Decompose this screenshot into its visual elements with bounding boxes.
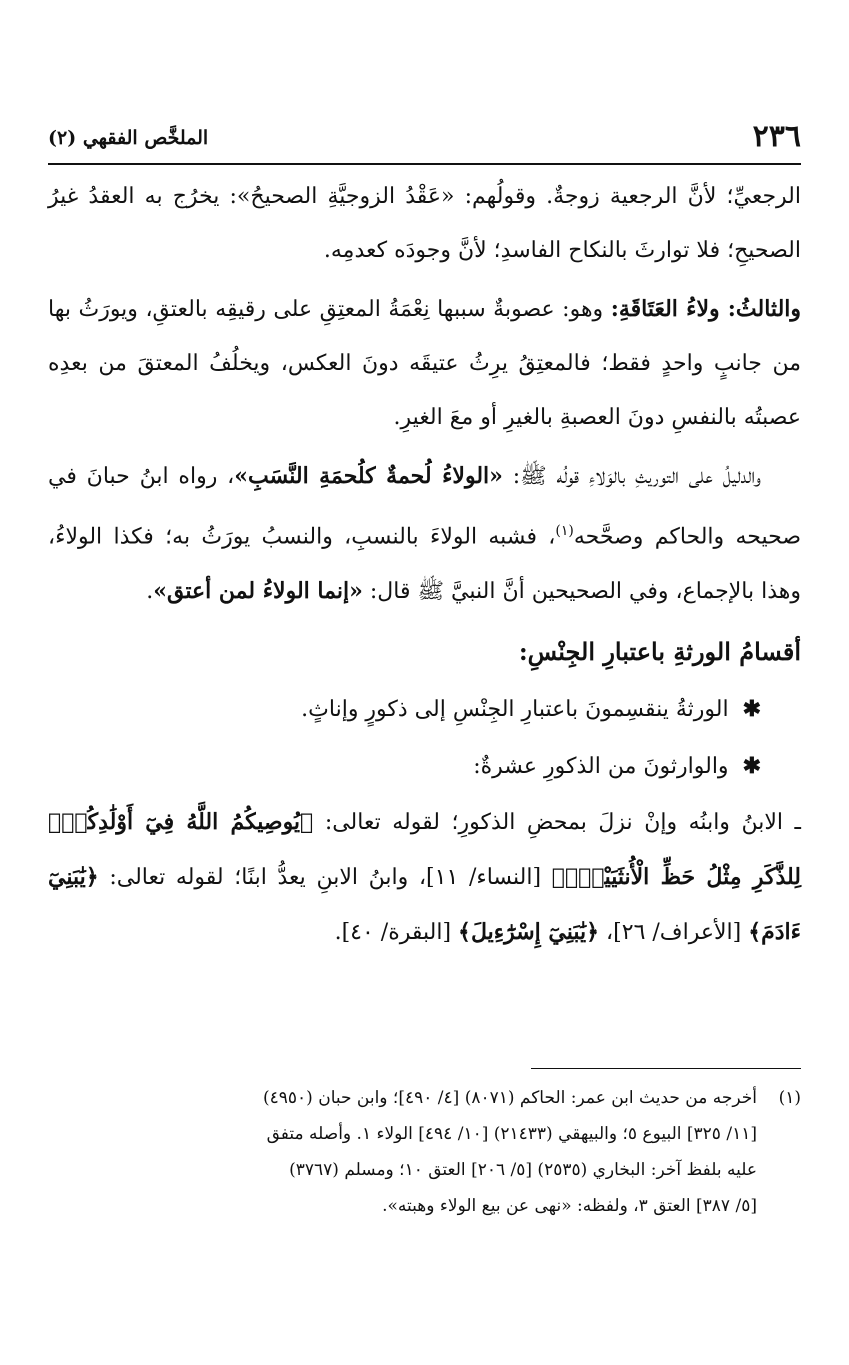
- page-header: [48, 117, 801, 159]
- bullet-item-2: [48, 738, 801, 795]
- bullet-item-1-text: الورثةُ ينقسِمونَ باعتبارِ الجِنْسِ إلى ذكورٍ وإناثٍ.: [301, 697, 729, 723]
- quran-verse-2: ﴿يَٰبَنِيٓ ءَادَمَ﴾: [48, 864, 801, 946]
- separator: ،: [606, 920, 614, 946]
- paragraph-2-text: وهو: عصوبةٌ سببها نِعْمَةُ المعتِقِ على رقيقِه بالعتقِ، ويورَثُ بها من جانبٍ واحدٍ فقط؛ فالمعتِقُ يرِثُ عتيقَه دونَ العكس، ويخلُفُ المعتقَ من بعدِه عصبتُه بالنفسِ دونَ العصبةِ بالغيرِ أو معَ الغيرِ.: [48, 297, 801, 430]
- footnote-number: (١): [778, 1088, 801, 1108]
- footnote-line-2: [١١/ ٣٢٥] البيوع ٥؛ والبيهقي (٢١٤٣٣) [١٠/ ٤٩٤] الولاء ١. وأصله متفق: [266, 1124, 757, 1144]
- quran-verse-1: ﴿يُوصِيكُمُ اللَّهُ فِيٓ أَوْلَٰدِكُمْۖ لِلذَّكَرِ مِثْلُ حَظِّ الْأُنثَيَيْنِۚ﴾: [48, 809, 802, 891]
- bullet-item-2-text: والوارثونَ من الذكورِ عشرةٌ:: [473, 754, 729, 780]
- verse-reference-3: [البقرة/ ٤٠]: [341, 920, 452, 946]
- paragraph-3-end: .: [146, 579, 154, 605]
- paragraph-1: [48, 170, 801, 278]
- verse-reference-2: [الأعراف/ ٢٦]: [613, 920, 742, 946]
- page-body: [48, 170, 801, 960]
- asterisk-icon: ✱: [742, 753, 761, 780]
- footnote-line-3: عليه بلفظ آخر: البخاري (٢٥٣٥) [٥/ ٢٠٦] العتق ١٠؛ ومسلم (٣٧٦٧): [289, 1160, 757, 1180]
- footnote-line-4: [٥/ ٣٨٧] العتق ٣، ولفظه: «نهى عن بيع الولاء وهبته».: [382, 1196, 757, 1216]
- footnotes: [48, 1080, 801, 1224]
- paragraph-4: [48, 795, 801, 960]
- verse-reference-1: [النساء/ ١١]: [426, 865, 542, 891]
- wala-heading-inline: والثالثُ: ولاءُ العَتَاقَةِ:: [610, 296, 802, 322]
- section-heading: أقسامُ الورثةِ باعتبارِ الجِنْسِ:: [518, 637, 801, 667]
- footnote-text-1: أخرجه من حديث ابن عمر: الحاكم (٨٠٧١) [٤/ ٤٩٠]؛ وابن حبان (٤٩٥٠): [263, 1088, 757, 1108]
- paragraph-3: [48, 449, 801, 619]
- page-number: ٢٣٦: [752, 119, 801, 154]
- header-rule: [48, 163, 801, 165]
- paragraph-3-part-b: ، رواه ابنُ حبانَ في صحيحه والحاكم وصحَّحه: [48, 464, 802, 550]
- paragraph-4-part-a: ـ الابنُ وابنُه وإنْ نزلَ بمحضِ الذكورِ؛ لقوله تعالى:: [324, 810, 801, 836]
- paragraph-1-text: الرجعيِّ؛ لأنَّ الرجعية زوجةٌ. وقولُهم: «عَقْدُ الزوجيَّةِ الصحيحُ»: يخرُج به العقدُ غيرُ الصحيحِ؛ فلا توارثَ بالنكاح الفاسدِ؛ لأنَّ وجودَه كعدمِه.: [48, 184, 801, 263]
- hadith-quote-2: «إنما الولاءُ لمن أعتق»: [153, 578, 363, 605]
- paragraph-4-part-b: ، وابنُ الابنِ يعدُّ ابنًا؛ لقوله تعالى:: [109, 865, 427, 891]
- paragraph-4-end: .: [334, 920, 342, 946]
- paragraph-2: [48, 282, 801, 445]
- paragraph-3-part-a: والدليلُ على التوريثِ بالوَلاءِ قولُه ﷺ:: [512, 464, 761, 489]
- footnote-marker[interactable]: (١): [555, 523, 574, 539]
- running-title: الملخَّص الفقهي (٢): [48, 127, 209, 149]
- footnote-line-1: [48, 1080, 801, 1116]
- asterisk-icon: ✱: [742, 696, 761, 723]
- quran-verse-3: ﴿يَٰبَنِيٓ إِسْرَٰٓءِيلَ﴾: [458, 919, 600, 946]
- paragraph-3-part-c: ، فشبه الولاءَ بالنسبِ، والنسبُ يورَثُ به؛ فكذا الولاءُ، وهذا بالإجماع، وفي الصحيحين أنَّ النبيَّ ﷺ قال:: [48, 524, 801, 605]
- footnote-rule: [531, 1068, 801, 1069]
- bullet-item-1: [48, 681, 801, 738]
- hadith-quote-1: «الولاءُ لُحمةٌ كلُحمَةِ النَّسَبِ»: [234, 463, 503, 489]
